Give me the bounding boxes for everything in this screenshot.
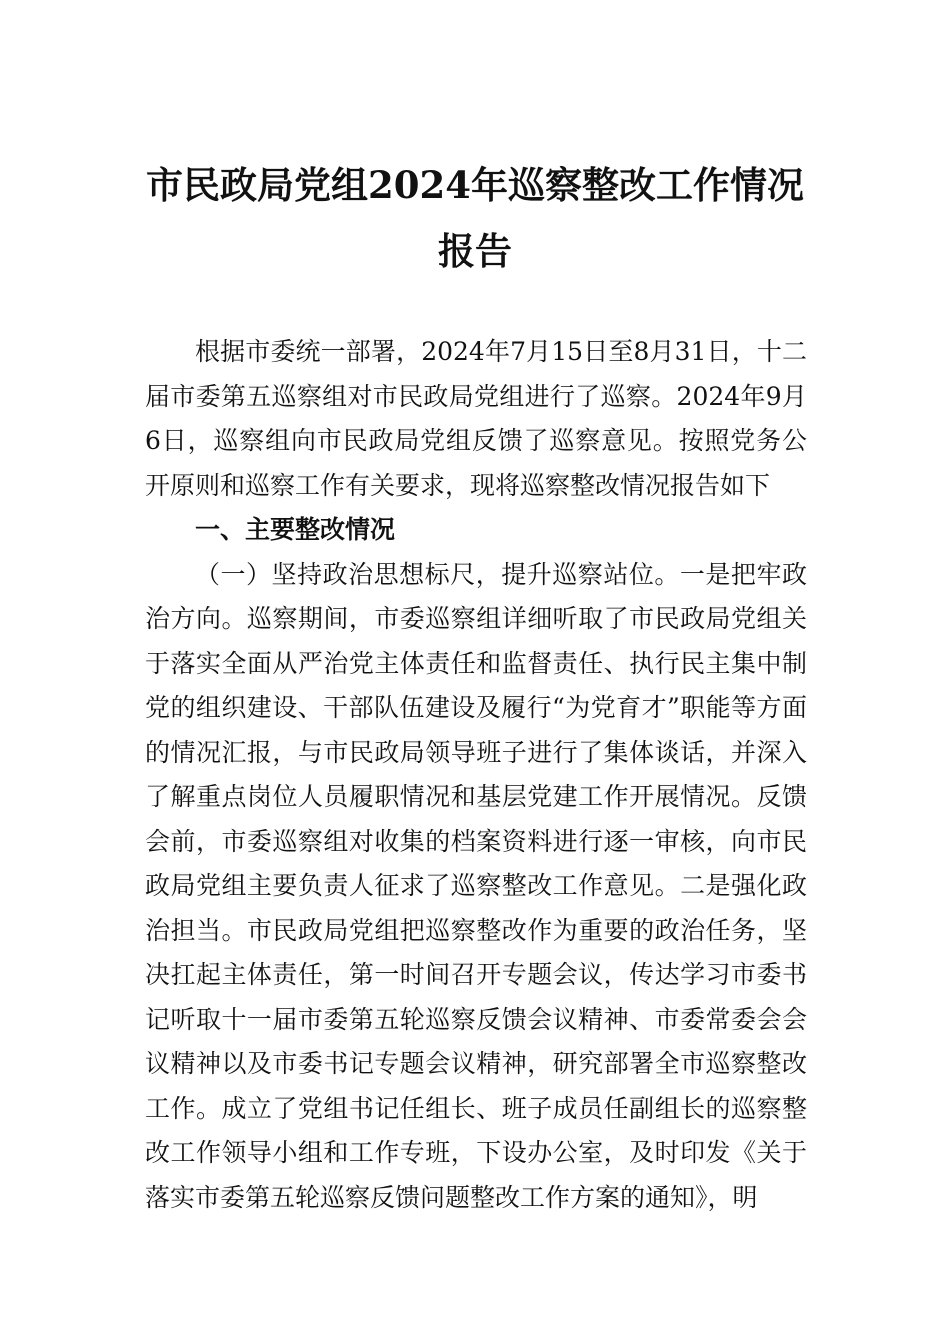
document-title: 市民政局党组2024年巡察整改工作情况报告 <box>146 163 804 273</box>
subsection-paragraph <box>145 553 807 1221</box>
subsection-heading: （一）坚持政治思想标尺，提升巡察站位。 <box>195 559 680 589</box>
document-body <box>145 330 807 1220</box>
intro-paragraph: 根据市委统一部署，2024年7月15日至8月31日，十二届市委第五巡察组对市民政局党组进行了巡察。2024年9月6日，巡察组向市民政局党组反馈了巡察意见。按照党务公开原则和巡察工作有关要求，现将巡察整改情况报告如下 <box>145 337 807 500</box>
subsection-body: 一是把牢政治方向。巡察期间，市委巡察组详细听取了市民政局党组关于落实全面从严治党主体责任和监督责任、执行民主集中制党的组织建设、干部队伍建设及履行“为党育才”职能等方面的情况汇报，与市民政局领导班子进行了集体谈话，并深入了解重点岗位人员履职情况和基层党建工作开展情况。反馈会前，市委巡察组对收集的档案资料进行逐一审核，向市民政局党组主要负责人征求了巡察整改工作意见。二是强化政治担当。市民政局党组把巡察整改作为重要的政治任务，坚决扛起主体责任，第一时间召开专题会议，传达学习市委书记听取十一届市委第五轮巡察反馈会议精神、市委常委会会议精神以及市委书记专题会议精神，研究部署全市巡察整改工作。成立了党组书记任组长、班子成员任副组长的巡察整改工作领导小组和工作专班，下设办公室，及时印发《关于落实市委第五轮巡察反馈问题整改工作方案的通知》，明 <box>145 559 807 1212</box>
section-heading: 一、主要整改情况 <box>195 515 396 544</box>
